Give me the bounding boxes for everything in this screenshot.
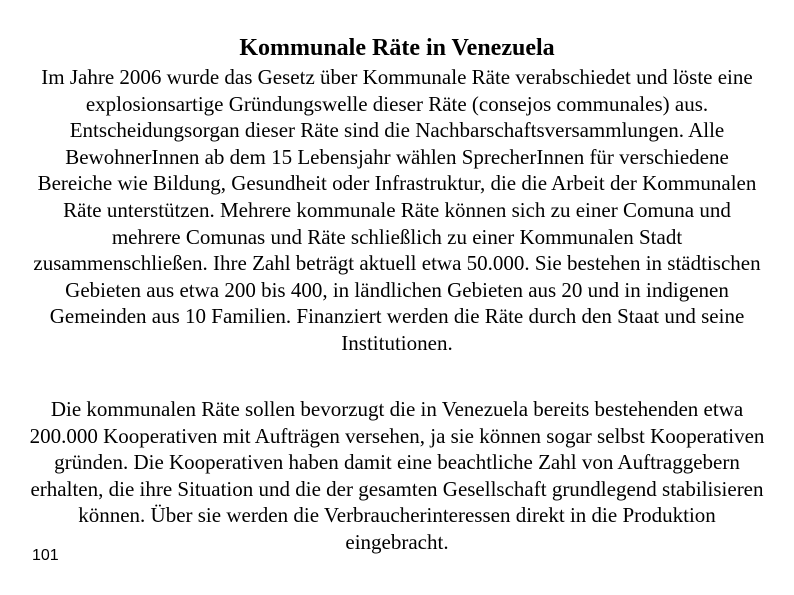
page-number: 101 [32, 547, 59, 564]
slide-title: Kommunale Räte in Venezuela [239, 35, 555, 61]
paragraph-cooperatives: Die kommunalen Räte sollen bevorzugt die in Venezuela bereits bestehenden etwa 200.000 Kooperativen mit Aufträgen versehen, ja sie können sogar selbst Kooperativen gründen. Die Kooperativen haben damit eine beachtliche Zahl von Auftraggebern erhalten, die ihre Situation und die der gesamten Gesellschaft grundlegend stabilisieren können. Über sie werden die Verbraucherinteressen direkt in die Produktion eingebracht. [29, 397, 765, 554]
paragraph-council-law: Im Jahre 2006 wurde das Gesetz über Kommunale Räte verabschiedet und löste eine explosionsartige Gründungswelle dieser Räte (consejos communales) aus. Entscheidungsorgan dieser Räte sind die Nachbarschaftsversammlungen. Alle BewohnerInnen ab dem 15 Lebensjahr wählen SprecherInnen für verschiedene Bereiche wie Bildung, Gesundheit oder Infrastruktur, die die Arbeit der Kommunalen Räte unterstützen. Mehrere kommunale Räte können sich zu einer Comuna und mehrere Comunas und Räte schließlich zu einer Kommunalen Stadt zusammenschließen. Ihre Zahl beträgt aktuell etwa 50.000. Sie bestehen in städtischen Gebieten aus etwa 200 bis 400, in ländlichen Gebieten aus 20 und in indigenen Gemeinden aus 10 Familien. Finanziert werden die Räte durch den Staat und seine Institutionen. [33, 65, 761, 355]
